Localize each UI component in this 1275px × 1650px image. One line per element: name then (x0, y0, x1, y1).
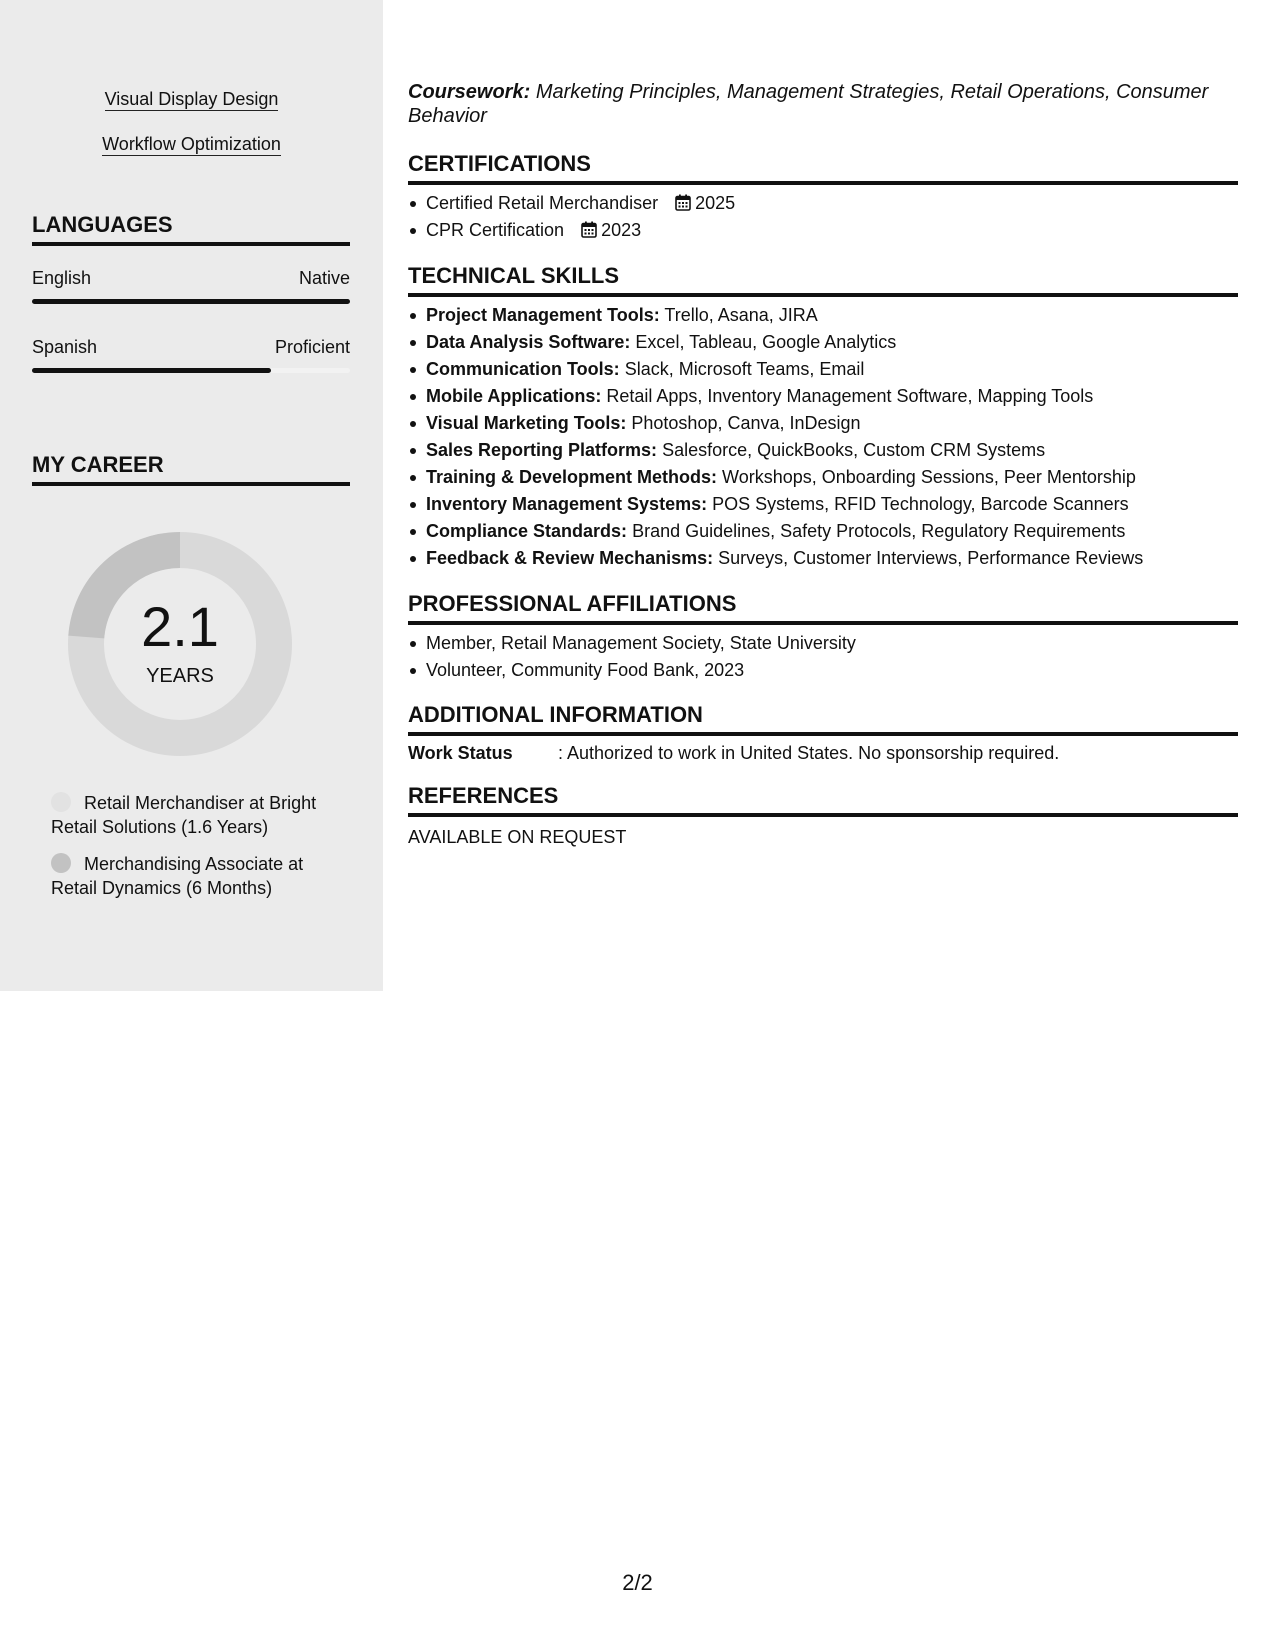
technical-skill-item: Feedback & Review Mechanisms: Surveys, Customer Interviews, Performance Reviews (426, 545, 1256, 572)
technical-skill-item: Data Analysis Software: Excel, Tableau, Google Analytics (426, 329, 1256, 356)
legend-dot-icon (51, 792, 71, 812)
certifications-heading: CERTIFICATIONS (408, 151, 1238, 185)
career-item-label: Merchandising Associate at Retail Dynamics (6 Months) (51, 854, 304, 898)
language-level: Proficient (274, 337, 350, 357)
career-item-label: Retail Merchandiser at Bright Retail Solutions (1.6 Years) (51, 793, 317, 837)
languages-heading: LANGUAGES (32, 212, 350, 246)
technical-skills-heading: TECHNICAL SKILLS (408, 263, 1238, 297)
technical-skill-item: Sales Reporting Platforms: Salesforce, QuickBooks, Custom CRM Systems (426, 437, 1256, 464)
career-item (51, 852, 341, 900)
coursework-text: Marketing Principles, Management Strategies, Retail Operations, Consumer Behavior (408, 81, 1209, 127)
language-bar (32, 299, 350, 304)
technical-skill-item: Mobile Applications: Retail Apps, Inventory Management Software, Mapping Tools (426, 383, 1256, 410)
technical-skill-item: Inventory Management Systems: POS Systems, RFID Technology, Barcode Scanners (426, 491, 1256, 518)
skill-item[interactable]: Visual Display Design (104, 89, 279, 109)
references-heading: REFERENCES (408, 783, 1238, 817)
technical-skills-list (408, 302, 1256, 572)
career-donut-chart (66, 530, 294, 758)
language-row (32, 267, 350, 291)
language-bar-fill (32, 299, 350, 304)
skill-item[interactable]: Workflow Optimization (102, 134, 281, 154)
language-bar-fill (32, 368, 271, 373)
calendar-icon (581, 221, 597, 238)
legend-dot-icon (51, 853, 71, 873)
work-status-value: : Authorized to work in United States. No sponsorship required. (558, 743, 1060, 763)
certifications-list (408, 190, 1256, 244)
technical-skill-item: Communication Tools: Slack, Microsoft Teams, Email (426, 356, 1256, 383)
page-number: 2/2 (622, 1570, 653, 1595)
language-bar (32, 368, 350, 373)
language-name: Spanish (32, 337, 98, 357)
career-heading: MY CAREER (32, 452, 350, 486)
affiliation-item: Volunteer, Community Food Bank, 2023 (426, 657, 1256, 684)
affiliations-list (408, 630, 1256, 684)
technical-skill-item: Training & Development Methods: Workshops, Onboarding Sessions, Peer Mentorship (426, 464, 1256, 491)
technical-skill-item: Compliance Standards: Brand Guidelines, Safety Protocols, Regulatory Requirements (426, 518, 1256, 545)
work-status-label: Work Status (408, 743, 513, 763)
affiliations-heading: PROFESSIONAL AFFILIATIONS (408, 591, 1238, 625)
career-total-value: 2.1 (141, 595, 219, 658)
sidebar (0, 0, 383, 991)
affiliation-item: Member, Retail Management Society, State University (426, 630, 1256, 657)
references-text: AVAILABLE ON REQUEST (408, 827, 627, 847)
coursework (408, 80, 1238, 128)
technical-skill-item: Visual Marketing Tools: Photoshop, Canva, InDesign (426, 410, 1256, 437)
career-item (51, 791, 341, 839)
language-row (32, 336, 350, 360)
work-status-row (408, 742, 1238, 764)
certification-item: Certified Retail Merchandiser 2025 (426, 190, 1256, 217)
additional-info-heading: ADDITIONAL INFORMATION (408, 702, 1238, 736)
career-total-unit: YEARS (146, 665, 214, 687)
language-level: Native (298, 268, 350, 288)
calendar-icon (675, 194, 691, 211)
certification-item: CPR Certification 2023 (426, 217, 1256, 244)
technical-skill-item: Project Management Tools: Trello, Asana, JIRA (426, 302, 1256, 329)
coursework-label: Coursework: (408, 81, 531, 103)
language-name: English (32, 268, 92, 288)
